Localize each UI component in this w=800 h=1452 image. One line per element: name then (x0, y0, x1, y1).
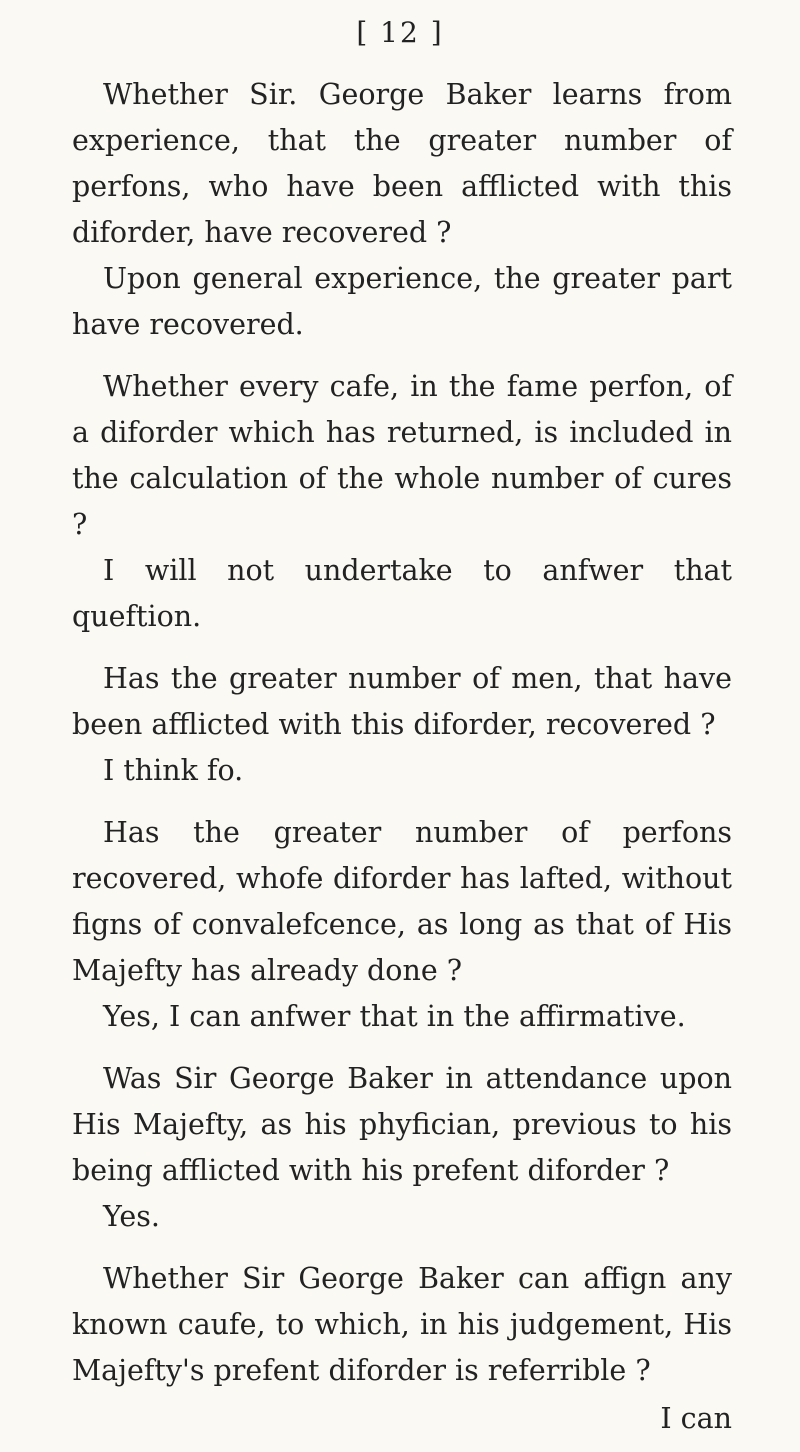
answer: Upon general experience, the greater part have recovered. (72, 262, 732, 341)
question: Whether Sir. George Baker learns from experience, that the greater number of perfons, who have been afflicted with this diforder, have recovered ? (72, 78, 732, 249)
question: Has the greater number of perfons recovered, whofe diforder has lafted, without figns of convalefcence, as long as that of His Majefty has already done ? (72, 816, 732, 987)
question: Has the greater number of men, that have been afflicted with this diforder, recovered ? (72, 662, 732, 741)
qa-block (72, 1256, 732, 1394)
qa-block (72, 810, 732, 1040)
answer: I will not undertake to anfwer that queftion. (72, 554, 732, 633)
question: Whether Sir George Baker can affign any known caufe, to which, in his judgement, His Majefty's prefent diforder is referrible ? (72, 1262, 732, 1387)
testimony-text (72, 72, 732, 1410)
question: Whether every cafe, in the fame perfon, of a diforder which has returned, is included in the calculation of the whole number of cures ? (72, 370, 732, 541)
question: Was Sir George Baker in attendance upon His Majefty, as his phyfician, previous to his being afflicted with his prefent diforder ? (72, 1062, 732, 1187)
qa-block (72, 72, 732, 348)
qa-block (72, 364, 732, 640)
page-number: [ 12 ] (356, 16, 444, 49)
answer: I think fo. (103, 754, 244, 787)
answer: Yes, I can anfwer that in the affirmative. (103, 1000, 686, 1033)
qa-block (72, 1056, 732, 1240)
catchword: I can (660, 1402, 732, 1435)
answer: Yes. (103, 1200, 160, 1233)
qa-block (72, 656, 732, 794)
